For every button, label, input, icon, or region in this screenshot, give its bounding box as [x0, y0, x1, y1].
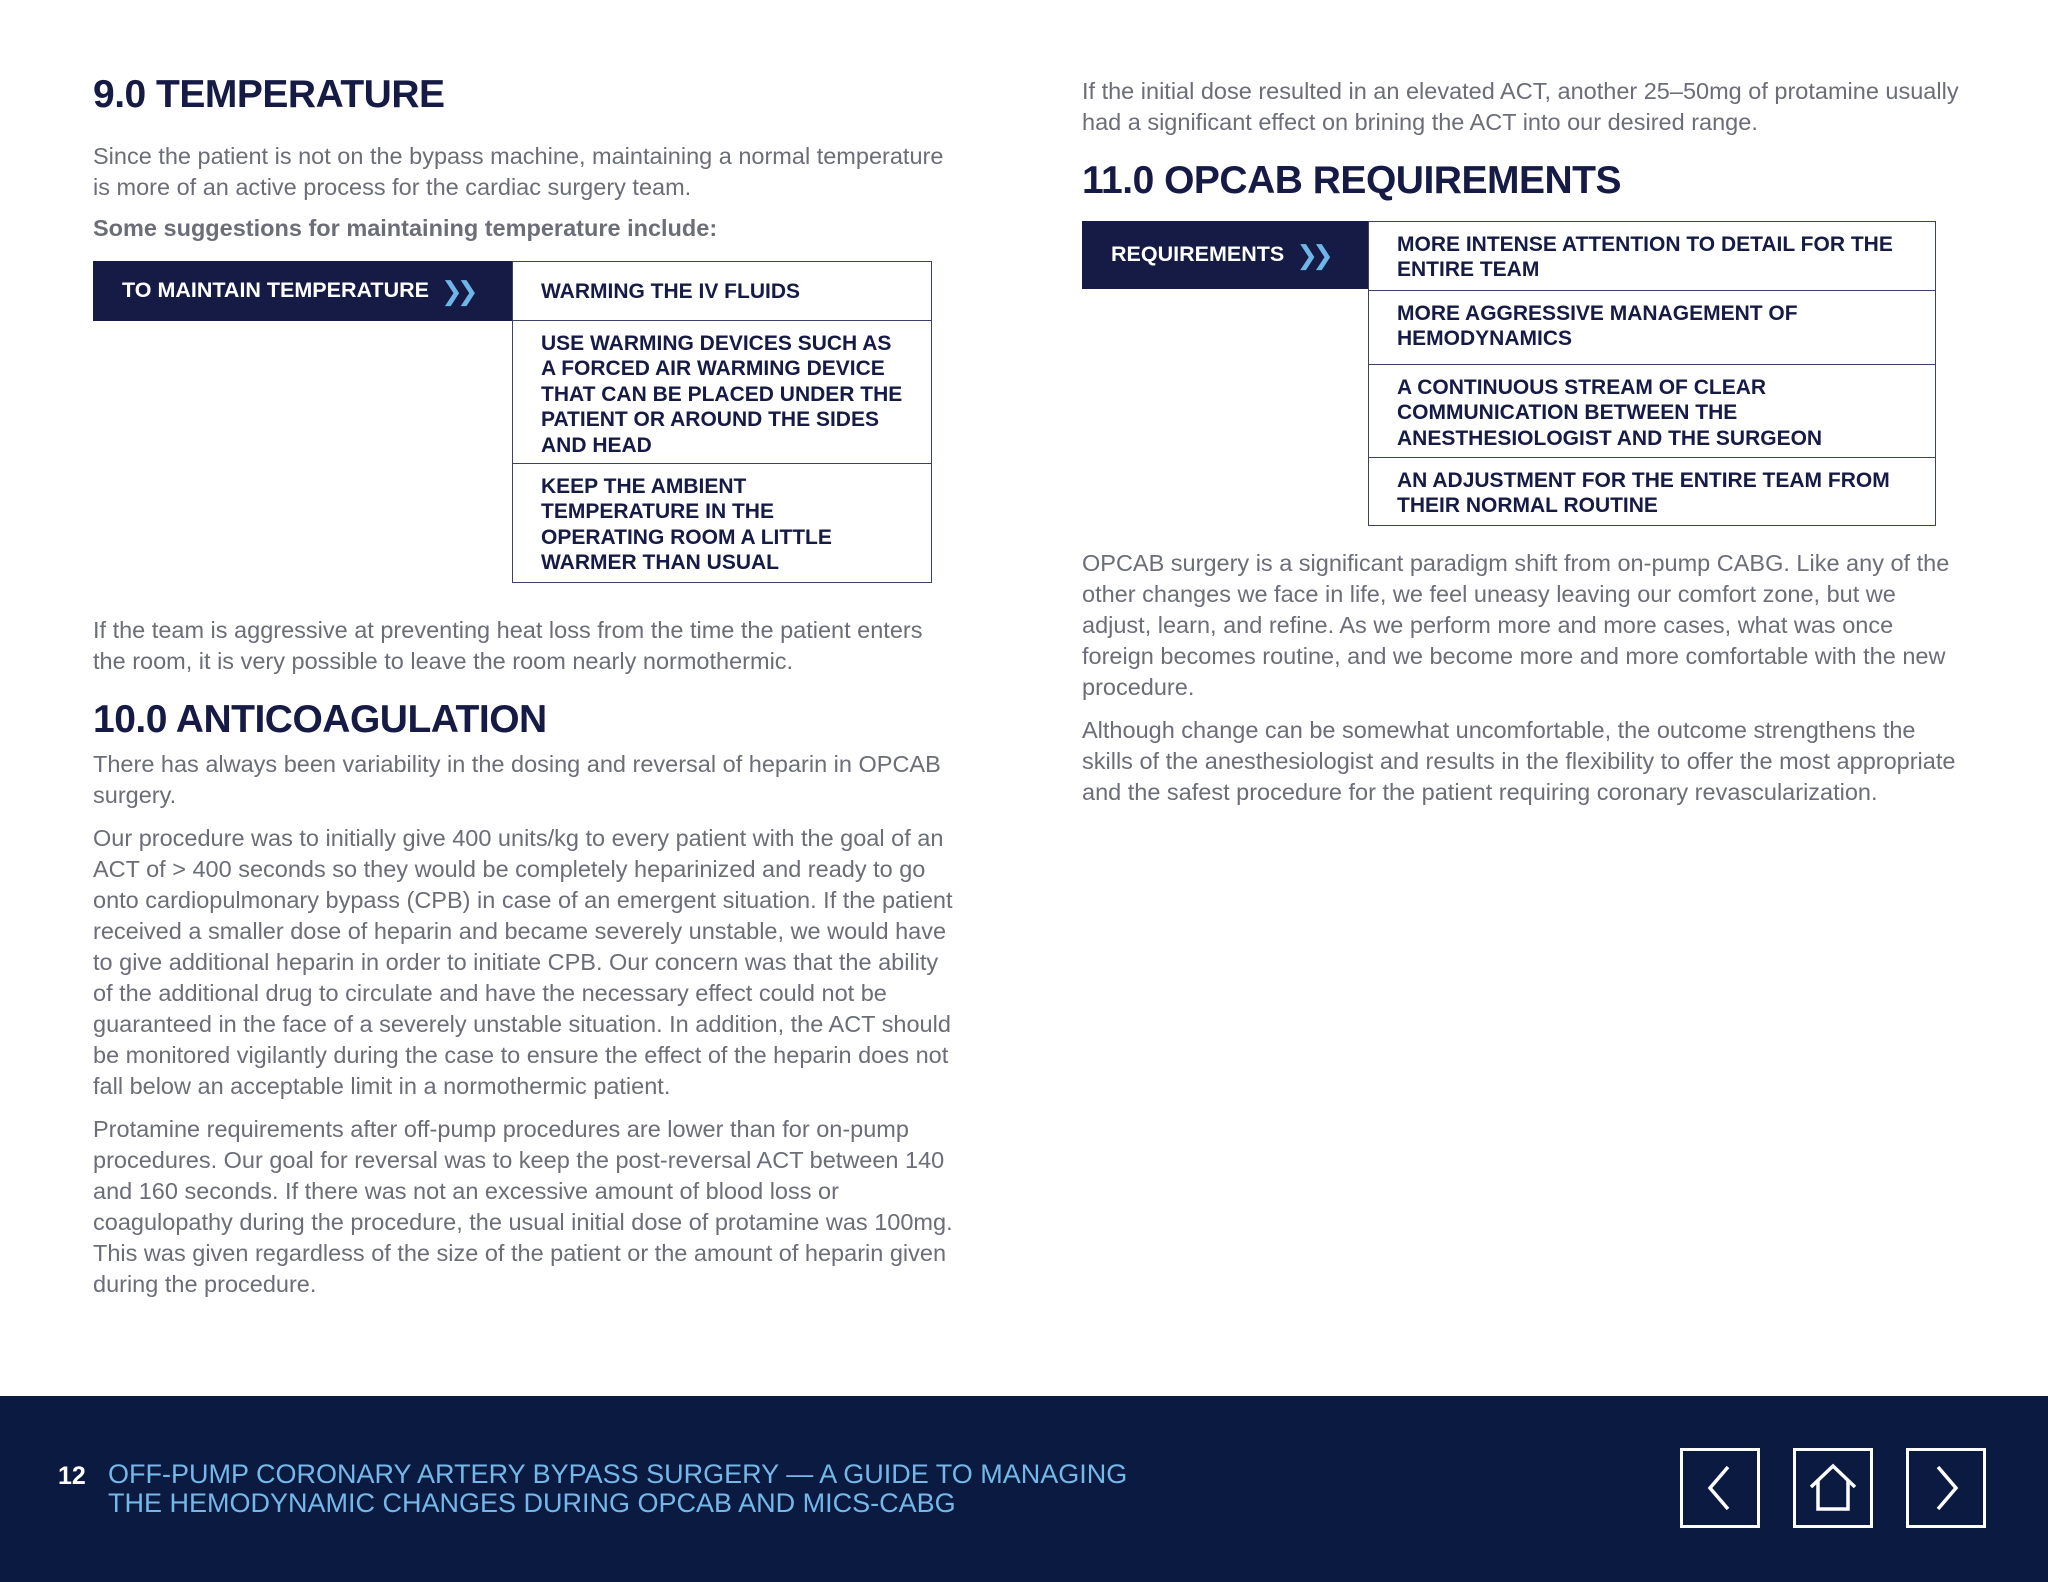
temperature-table-label-text: TO MAINTAIN TEMPERATURE — [122, 278, 429, 303]
requirement-item: MORE AGGRESSIVE MANAGEMENT OF HEMODYNAMICS — [1369, 291, 1935, 365]
chevron-left-icon — [1700, 1463, 1740, 1513]
requirements-heading: 11.0 OPCAB REQUIREMENTS — [1082, 159, 1621, 202]
requirement-item: AN ADJUSTMENT FOR THE ENTIRE TEAM FROM THEIR NORMAL ROUTINE — [1397, 468, 1890, 518]
requirement-item: MORE INTENSE ATTENTION TO DETAIL FOR THE ENTIRE TEAM — [1369, 222, 1935, 291]
home-button[interactable] — [1793, 1448, 1873, 1528]
footer — [0, 1396, 2048, 1582]
temperature-intro: Since the patient is not on the bypass machine, maintaining a normal temperature is more of an active process for the cardiac surgery team. — [93, 142, 944, 200]
anticoagulation-paragraph: Protamine requirements after off-pump procedures are lower than for on-pump procedures. Our goal for reversal was to keep the post-reversal ACT between 140 and 160 seconds. If there was not an excessive amount of blood loss or coagulopathy during the procedure, the usual initial dose of protamine was 100mg. This was given regardless of the size of the patient or the amount of heparin given during the procedure. — [93, 1115, 953, 1297]
temperature-table-label — [93, 261, 513, 321]
temperature-item: WARMING THE IV FLUIDS — [513, 262, 931, 321]
requirements-paragraph: OPCAB surgery is a significant paradigm shift from on-pump CABG. Like any of the other changes we face in life, we feel uneasy leaving our comfort zone, but we adjust, learn, and refine. As we perform more and more cases, what was once foreign becomes routine, and we become more and more comfortable with the new procedure. — [1082, 549, 1950, 700]
temperature-item: KEEP THE AMBIENT TEMPERATURE IN THE OPERATING ROOM A LITTLE WARMER THAN USUAL — [541, 474, 832, 575]
temperature-item: USE WARMING DEVICES SUCH AS A FORCED AIR WARMING DEVICE THAT CAN BE PLACED UNDER THE PATIENT OR AROUND THE SIDES AND HEAD — [513, 321, 931, 464]
requirements-table — [1082, 221, 1962, 526]
requirements-paragraph: Although change can be somewhat uncomfortable, the outcome strengthens the skills of the anesthesiologist and results in the flexibility to offer the most appropriate and the safest procedure for the patient requiring coronary revascularization. — [1082, 716, 1956, 805]
anticoagulation-heading: 10.0 ANTICOAGULATION — [93, 697, 547, 741]
requirement-item: A CONTINUOUS STREAM OF CLEAR COMMUNICATION BETWEEN THE ANESTHESIOLOGIST AND THE SURGEON — [1369, 365, 1935, 458]
anticoagulation-paragraph: There has always been variability in the dosing and reversal of heparin in OPCAB surgery. — [93, 750, 941, 808]
anticoagulation-continuation: If the initial dose resulted in an elevated ACT, another 25–50mg of protamine usually had a significant effect on brining the ACT into our desired range. — [1082, 78, 1959, 135]
requirements-table-label-text: REQUIREMENTS — [1111, 242, 1285, 267]
chevron-right-icon — [1926, 1463, 1966, 1513]
requirements-table-label — [1082, 221, 1368, 289]
double-chevron-icon: ❯❯ — [440, 275, 473, 306]
requirements-items — [1368, 221, 1936, 526]
page-number: 12 — [58, 1462, 86, 1490]
next-page-button[interactable] — [1906, 1448, 1986, 1528]
anticoagulation-paragraph: Our procedure was to initially give 400 units/kg to every patient with the goal of an ACT of > 400 seconds so they would be completely heparinized and ready to go onto cardiopulmonary bypass (CPB) in case of an emergent situation. If the patient received a smaller dose of heparin and became severely unstable, we would have to give additional heparin in order to initiate CPB. Our concern was that the ability of the additional drug to circulate and have the necessary effect could not be guaranteed in the face of a severely unstable situation. In addition, the ACT should be monitored vigilantly during the case to ensure the effect of the heparin does not fall below an acceptable limit in a normothermic patient. — [93, 824, 953, 1099]
temperature-table — [93, 261, 953, 582]
right-column — [1082, 76, 1962, 808]
temperature-closing: If the team is aggressive at preventing heat loss from the time the patient enters the room, it is very possible to leave the room nearly normothermic. — [93, 616, 923, 674]
document-title-line: THE HEMODYNAMIC CHANGES DURING OPCAB AND MICS-CABG — [108, 1488, 956, 1518]
temperature-heading: 9.0 TEMPERATURE — [93, 73, 445, 116]
double-chevron-icon: ❯❯ — [1296, 239, 1328, 270]
home-icon — [1806, 1461, 1860, 1515]
document-title-line: OFF-PUMP CORONARY ARTERY BYPASS SURGERY — A GUIDE TO MANAGING — [108, 1459, 1128, 1489]
temperature-lead: Some suggestions for maintaining temperature include: — [93, 214, 718, 241]
previous-page-button[interactable] — [1680, 1448, 1760, 1528]
temperature-items — [512, 261, 932, 583]
document-title — [108, 1460, 1127, 1518]
left-column — [93, 74, 953, 1300]
